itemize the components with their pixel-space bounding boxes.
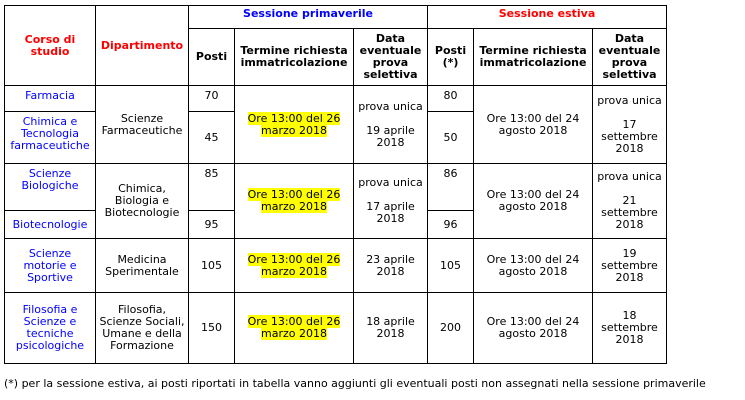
course-link[interactable]: Biotecnologie [5,211,96,239]
admissions-table [4,5,667,364]
header-posti-primaverile: Posti [189,29,235,86]
prova-note: prova unica [358,99,423,113]
data-prova-primaverile: 18 aprile 2018 [354,293,428,364]
course-link[interactable]: Scienze Biologiche [5,164,96,211]
termine-primaverile [235,239,354,293]
data-prova-estiva [593,164,667,239]
data-prova-estiva: 18 settembre 2018 [593,293,667,364]
posti-estiva: 86 [428,164,474,211]
prova-note: prova unica [597,170,662,183]
data-prova-estiva: 19 settembre 2018 [593,239,667,293]
header-posti-estiva: Posti (*) [428,29,474,86]
department-cell: Filosofia, Scienze Sociali, Umane e della Formazione [96,293,189,364]
header-termine-estiva: Termine richiesta immatricolazione [474,29,593,86]
termine-estiva: Ore 13:00 del 24 agosto 2018 [474,164,593,239]
data-prova-primaverile [354,164,428,239]
prova-note: prova unica [358,176,423,189]
highlighted-deadline: Ore 13:00 del 26 marzo 2018 [247,252,341,278]
table-row [5,239,667,293]
course-link[interactable]: Chimica e Tecnologia farmaceutiche [5,112,96,164]
highlighted-deadline: Ore 13:00 del 26 marzo 2018 [247,111,341,137]
department-cell: Chimica, Biologia e Biotecnologie [96,164,189,239]
department-cell: Scienze Farmaceutiche [96,86,189,164]
header-dipartimento: Dipartimento [96,6,189,86]
header-sessione-primaverile: Sessione primaverile [189,6,428,29]
prova-date: 17 aprile 2018 [366,200,415,225]
footnote: (*) per la sessione estiva, ai posti riportati in tabella vanno aggiunti gli eventuali posti non assegnati nella sessione primaverile [4,377,706,390]
table-row [5,293,667,364]
posti-estiva: 200 [428,293,474,364]
prova-date: 17 settembre 2018 [601,117,658,155]
course-link[interactable]: Scienze motorie e Sportive [5,239,96,293]
department-cell: Medicina Sperimentale [96,239,189,293]
posti-primaverile: 150 [189,293,235,364]
course-link[interactable]: Filosofia e Scienze e tecniche psicologiche [5,293,96,364]
posti-estiva: 80 [428,86,474,112]
posti-primaverile: 105 [189,239,235,293]
header-sessione-estiva: Sessione estiva [428,6,667,29]
termine-estiva: Ore 13:00 del 24 agosto 2018 [474,293,593,364]
posti-primaverile: 70 [189,86,235,112]
header-data-prova-estiva: Data eventuale prova selettiva [593,29,667,86]
table-row [5,164,667,211]
posti-estiva: 105 [428,239,474,293]
table-row [5,86,667,112]
data-prova-estiva [593,86,667,164]
prova-note: prova unica [597,93,662,107]
header-termine-primaverile: Termine richiesta immatricolazione [235,29,354,86]
header-data-prova-primaverile: Data eventuale prova selettiva [354,29,428,86]
highlighted-deadline: Ore 13:00 del 26 marzo 2018 [247,188,341,213]
prova-date: 19 aprile 2018 [366,123,415,149]
termine-estiva: Ore 13:00 del 24 agosto 2018 [474,86,593,164]
course-link[interactable]: Farmacia [5,86,96,112]
posti-estiva: 96 [428,211,474,239]
posti-primaverile: 95 [189,211,235,239]
data-prova-primaverile [354,86,428,164]
posti-primaverile: 45 [189,112,235,164]
termine-primaverile [235,86,354,164]
posti-primaverile: 85 [189,164,235,211]
prova-date: 21 settembre 2018 [601,194,658,231]
termine-estiva: Ore 13:00 del 24 agosto 2018 [474,239,593,293]
termine-primaverile [235,293,354,364]
header-corso: Corso di studio [5,6,96,86]
data-prova-primaverile: 23 aprile 2018 [354,239,428,293]
highlighted-deadline: Ore 13:00 del 26 marzo 2018 [247,315,341,340]
posti-estiva: 50 [428,112,474,164]
termine-primaverile [235,164,354,239]
